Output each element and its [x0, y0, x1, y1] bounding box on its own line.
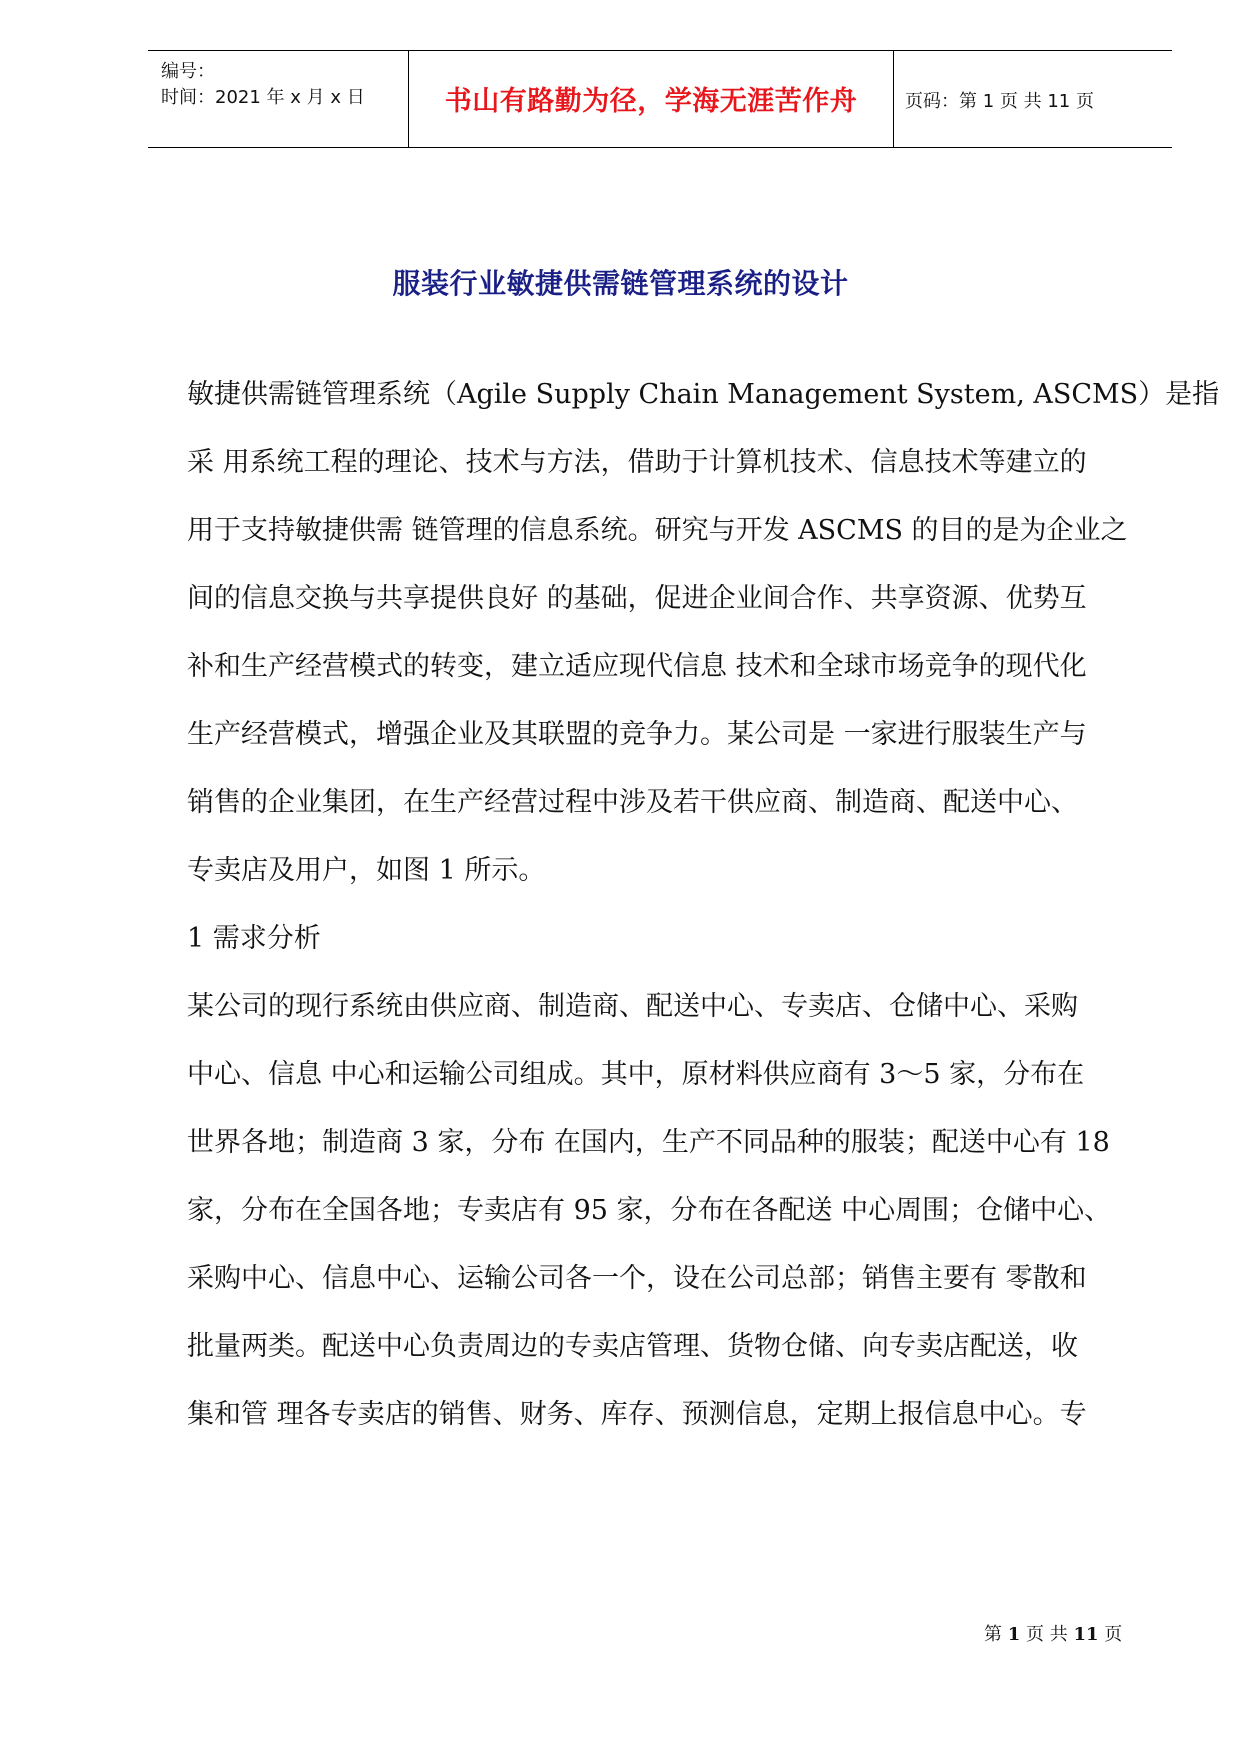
- body-line: 采购中心、信息中心、运输公司各一个，设在公司总部；销售主要有 零散和: [187, 1263, 1087, 1294]
- page-number-label: 页码：第 1 页 共 11 页: [905, 91, 1094, 112]
- footer-total: 11: [1073, 1624, 1099, 1645]
- body-line: 用于支持敏捷供需 链管理的信息系统。研究与开发 ASCMS 的目的是为企业之: [187, 515, 1128, 546]
- body-line: 某公司的现行系统由供应商、制造商、配送中心、专卖店、仓储中心、采购: [187, 991, 1078, 1022]
- page-footer: [984, 1620, 1122, 1646]
- body-line: 批量两类。配送中心负责周边的专卖店管理、货物仓储、向专卖店配送，收: [187, 1331, 1078, 1362]
- header-page-cell: [893, 51, 1172, 147]
- body-line: 采 用系统工程的理论、技术与方法，借助于计算机技术、信息技术等建立的: [187, 447, 1087, 478]
- section-heading: 1 需求分析: [187, 923, 321, 954]
- footer-suffix: 页: [1104, 1624, 1123, 1645]
- body-line: 集和管 理各专卖店的销售、财务、库存、预测信息，定期上报信息中心。专: [187, 1399, 1087, 1430]
- time-label: 时间：2021 年 x 月 x 日: [161, 87, 365, 108]
- body-line: 补和生产经营模式的转变，建立适应现代信息 技术和全球市场竞争的现代化: [187, 651, 1087, 682]
- header-motto-cell: [408, 51, 894, 147]
- footer-page: 1: [1007, 1624, 1021, 1645]
- header-meta-cell: [148, 51, 408, 147]
- motto-text: 书山有路勤为径，学海无涯苦作舟: [444, 86, 858, 117]
- document-header: [148, 50, 1172, 148]
- footer-prefix: 第: [984, 1624, 1002, 1645]
- body-line: 专卖店及用户，如图 1 所示。: [187, 855, 546, 886]
- body-line: 敏捷供需链管理系统（Agile Supply Chain Management System, ASCMS）是指: [187, 379, 1220, 410]
- body-line: 生产经营模式，增强企业及其联盟的竞争力。某公司是 一家进行服装生产与: [187, 719, 1087, 750]
- number-label: 编号：: [161, 61, 215, 82]
- body-line: 中心、信息 中心和运输公司组成。其中，原材料供应商有 3～5 家，分布在: [187, 1059, 1085, 1090]
- body-line: 家，分布在全国各地；专卖店有 95 家，分布在各配送 中心周围；仓储中心、: [187, 1195, 1112, 1226]
- document-title: 服装行业敏捷供需链管理系统的设计: [392, 267, 849, 300]
- body-line: 世界各地；制造商 3 家，分布 在国内，生产不同品种的服装；配送中心有 18: [187, 1127, 1110, 1158]
- footer-mid: 页 共: [1026, 1624, 1068, 1645]
- body-line: 间的信息交换与共享提供良好 的基础，促进企业间合作、共享资源、优势互: [187, 583, 1087, 614]
- body-line: 销售的企业集团，在生产经营过程中涉及若干供应商、制造商、配送中心、: [187, 787, 1078, 818]
